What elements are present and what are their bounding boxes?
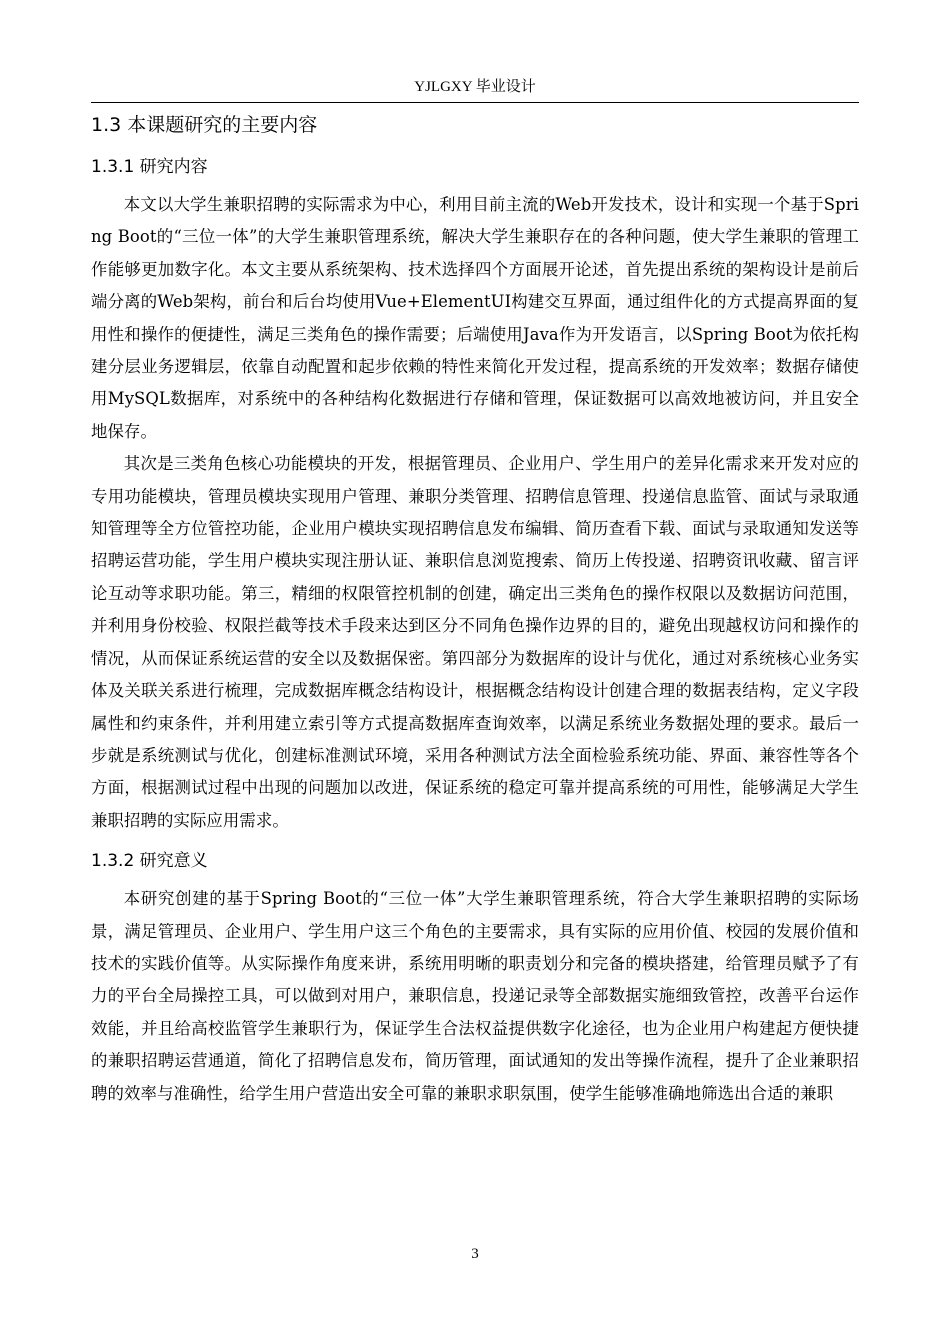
header-title: YJLGXY 毕业设计 <box>414 79 536 95</box>
subsection-heading-research-content: 1.3.1 研究内容 <box>91 157 208 177</box>
document-body <box>91 112 859 1110</box>
subsection-heading-research-significance: 1.3.2 研究意义 <box>91 851 208 872</box>
page-header <box>91 76 859 103</box>
section-heading: 1.3 本课题研究的主要内容 <box>91 114 318 136</box>
paragraph: 其次是三类角色核心功能模块的开发，根据管理员、企业用户、学生用户的差异化需求来开发对应的专用功能模块，管理员模块实现用户管理、兼职分类管理、招聘信息管理、投递信息监管、面试与录取通知管理等全方位管控功能，企业用户模块实现招聘信息发布编辑、简历查看下载、面试与录取通知发送等招聘运营功能，学生用户模块实现注册认证、兼职信息浏览搜索、简历上传投递、招聘资讯收藏、留言评论互动等求职功能。第三，精细的权限管控机制的创建，确定出三类角色的操作权限以及数据访问范围，并利用身份校验、权限拦截等技术手段来达到区分不同角色操作边界的目的，避免出现越权访问和操作的情况，从而保证系统运营的安全以及数据保密。第四部分为数据库的设计与优化，通过对系统核心业务实体及关联关系进行梳理，完成数据库概念结构设计，根据概念结构设计创建合理的数据表结构，定义字段属性和约束条件，并利用建立索引等方式提高数据库查询效率，以满足系统业务数据处理的要求。最后一步就是系统测试与优化，创建标准测试环境，采用各种测试方法全面检验系统功能、界面、兼容性等各个方面，根据测试过程中出现的问题加以改进，保证系统的稳定可靠并提高系统的可用性，能够满足大学生兼职招聘的实际应用需求。 <box>91 454 859 830</box>
page-number: 3 <box>471 1246 479 1262</box>
paragraph: 本文以大学生兼职招聘的实际需求为中心，利用目前主流的Web开发技术，设计和实现一个基于Spring Boot的“三位一体”的大学生兼职管理系统，解决大学生兼职存在的各种问题，使大学生兼职的管理工作能够更加数字化。本文主要从系统架构、技术选择四个方面展开论述，首先提出系统的架构设计是前后端分离的Web架构，前台和后台均使用Vue+ElementUI构建交互界面，通过组件化的方式提高界面的复用性和操作的便捷性，满足三类角色的操作需要；后端使用Java作为开发语言，以Spring Boot为依托构建分层业务逻辑层，依靠自动配置和起步依赖的特性来简化开发过程，提高系统的开发效率；数据存储使用MySQL数据库，对系统中的各种结构化数据进行存储和管理，保证数据可以高效地被访问，并且安全地保存。 <box>91 195 859 441</box>
paragraph: 本研究创建的基于Spring Boot的“三位一体”大学生兼职管理系统，符合大学生兼职招聘的实际场景，满足管理员、企业用户、学生用户这三个角色的主要需求，具有实际的应用价值、校园的发展价值和技术的实践价值等。从实际操作角度来讲，系统用明晰的职责划分和完备的模块搭建，给管理员赋予了有力的平台全局操控工具，可以做到对用户，兼职信息，投递记录等全部数据实施细致管控，改善平台运作效能，并且给高校监管学生兼职行为，保证学生合法权益提供数字化途径，也为企业用户构建起方便快捷的兼职招聘运营通道，简化了招聘信息发布，简历管理，面试通知的发出等操作流程，提升了企业兼职招聘的效率与准确性，给学生用户营造出安全可靠的兼职求职氛围，使学生能够准确地筛选出合适的兼职 <box>91 889 859 1103</box>
